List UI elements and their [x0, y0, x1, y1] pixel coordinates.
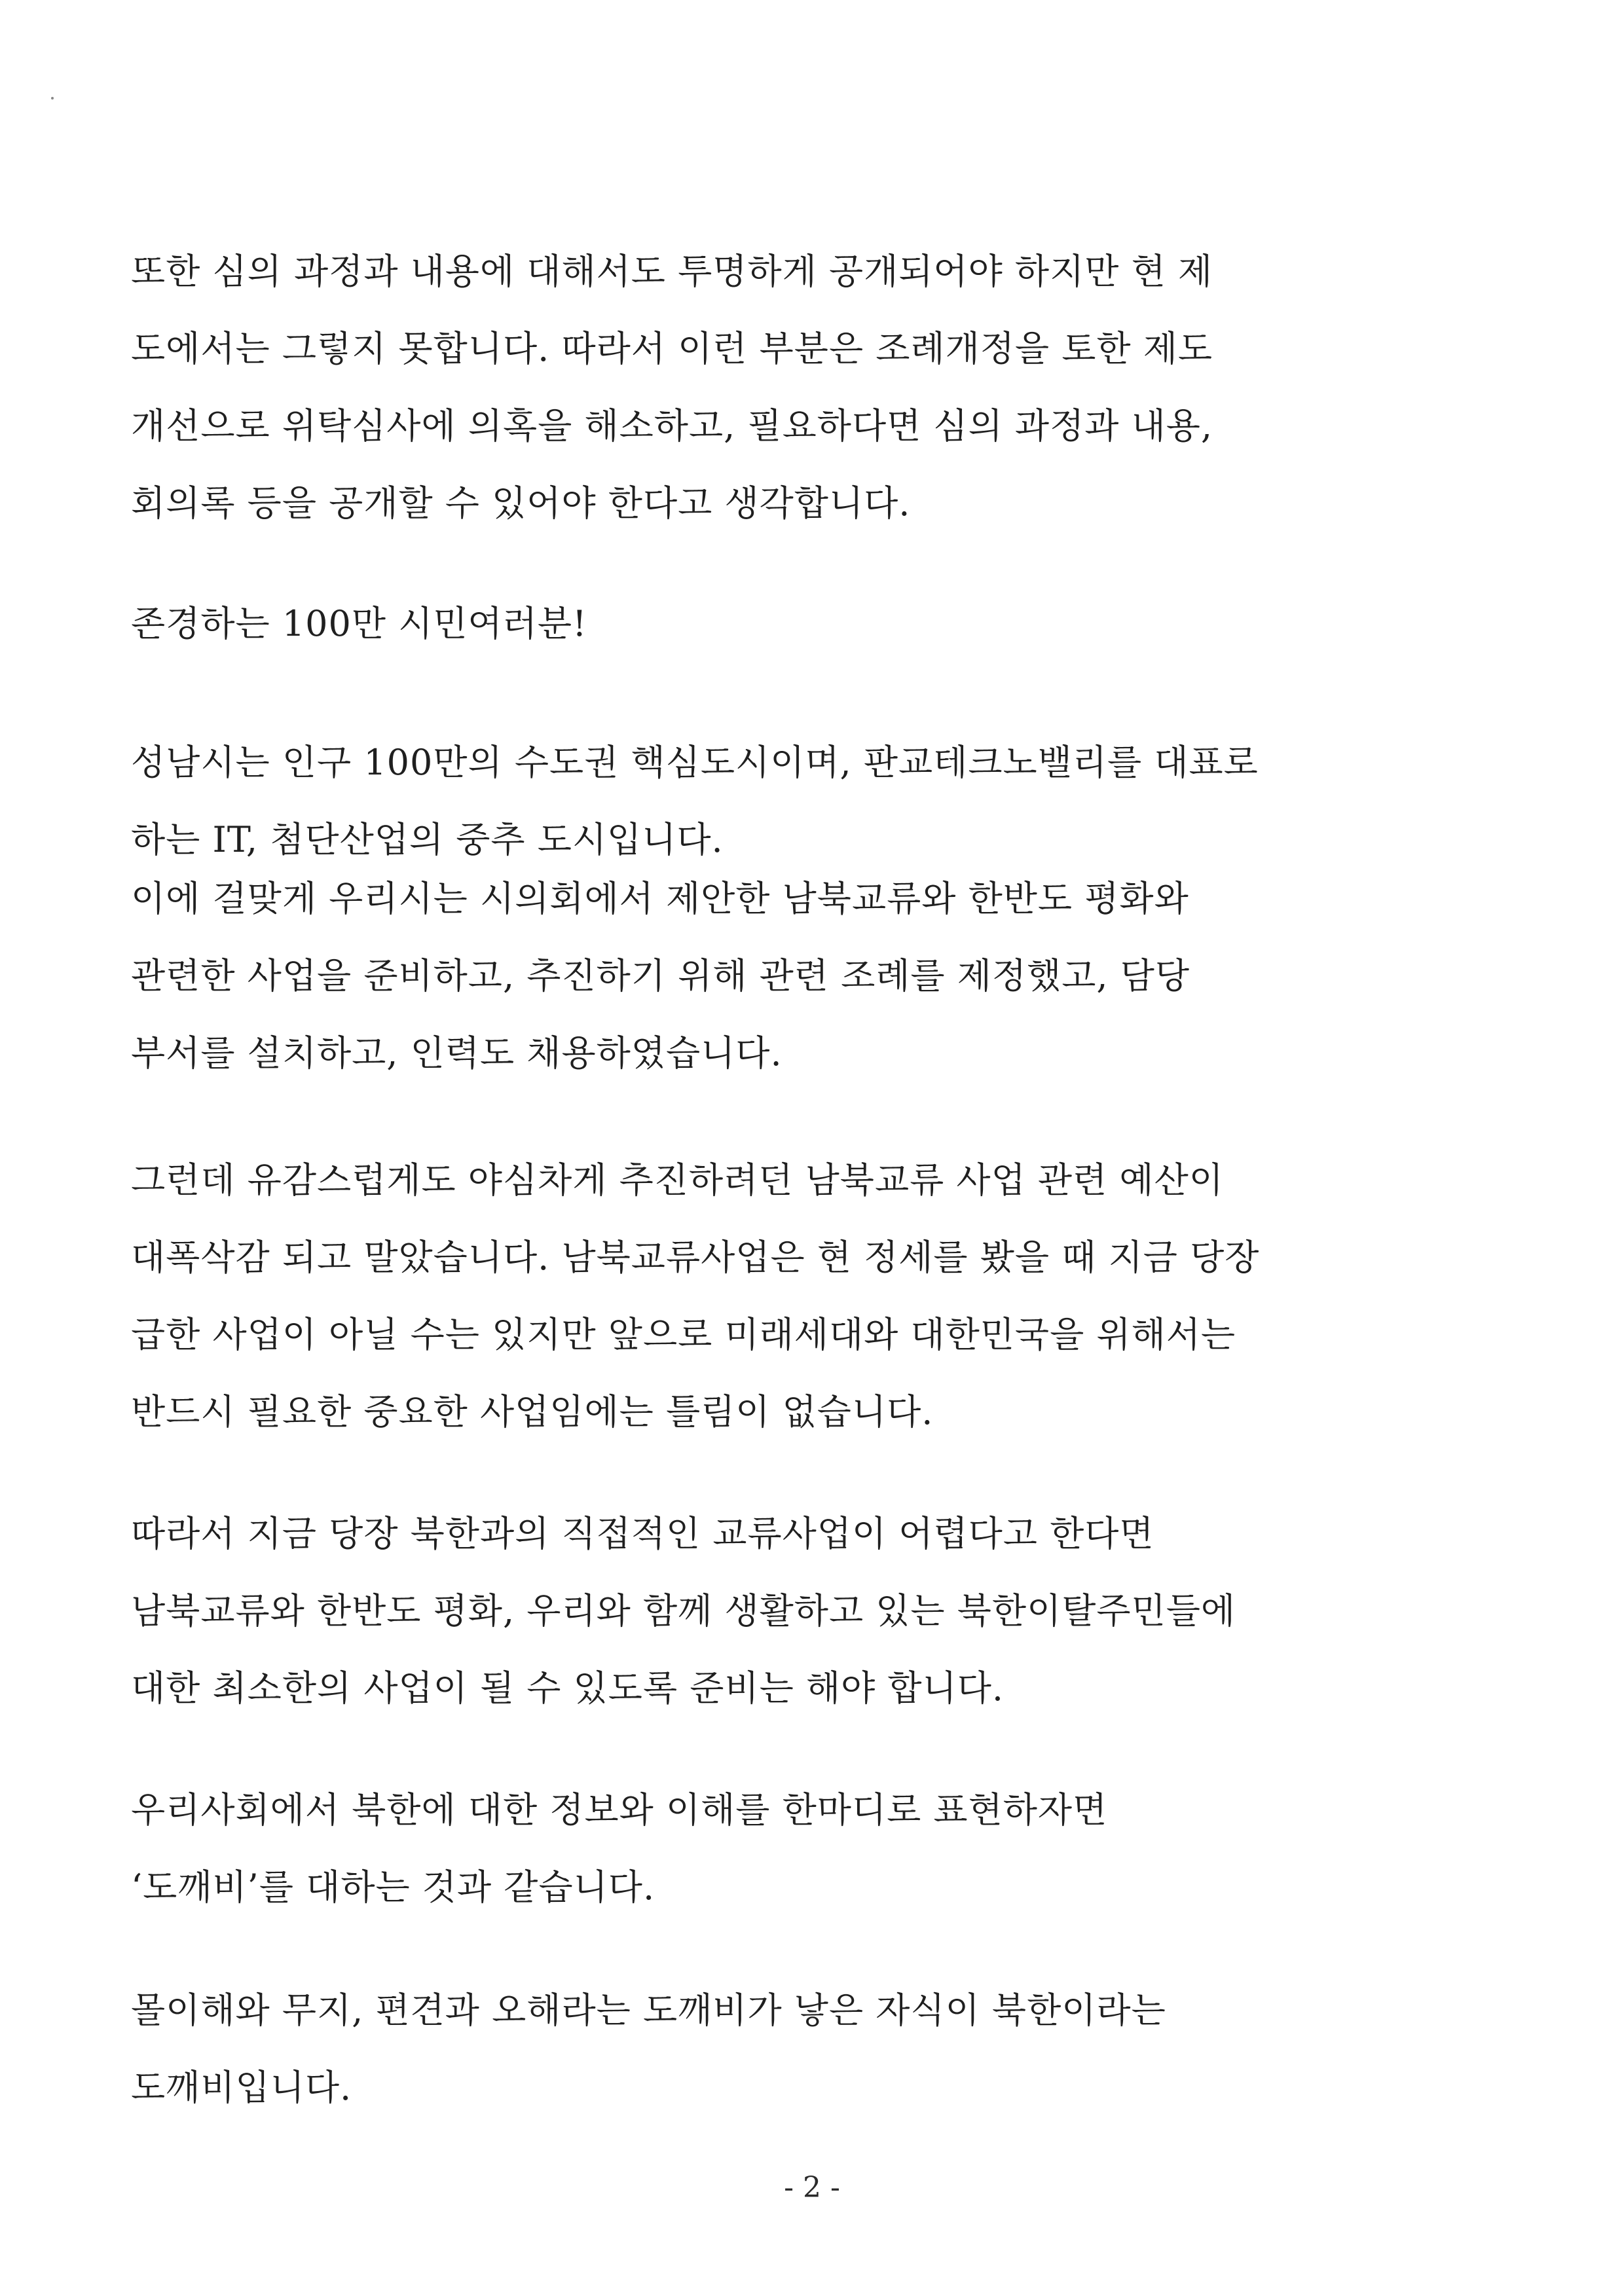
body-text-line: ‘도깨비’를 대하는 것과 같습니다.	[131, 1867, 655, 1908]
body-text-line: 대폭삭감 되고 말았습니다. 남북교류사업은 현 정세를 봤을 때 지금 당장	[131, 1237, 1260, 1278]
body-text-line: 또한 심의 과정과 내용에 대해서도 투명하게 공개되어야 하지만 현 제	[131, 251, 1213, 292]
body-text-line: 급한 사업이 아닐 수는 있지만 앞으로 미래세대와 대한민국을 위해서는	[131, 1314, 1236, 1355]
body-text-line: 개선으로 위탁심사에 의혹을 해소하고, 필요하다면 심의 과정과 내용,	[131, 405, 1213, 446]
body-text-line: 따라서 지금 당장 북한과의 직접적인 교류사업이 어렵다고 한다면	[131, 1513, 1154, 1554]
body-text-line: 대한 최소한의 사업이 될 수 있도록 준비는 해야 합니다.	[131, 1667, 1005, 1709]
body-text-line: 몰이해와 무지, 편견과 오해라는 도깨비가 낳은 자식이 북한이라는	[131, 1990, 1166, 2031]
body-text-line: 그런데 유감스럽게도 야심차게 추진하려던 남북교류 사업 관련 예산이	[131, 1159, 1224, 1201]
body-text-line: 성남시는 인구 100만의 수도권 핵심도시이며, 판교테크노밸리를 대표로	[131, 742, 1259, 783]
body-text-line: 반드시 필요한 중요한 사업임에는 틀림이 없습니다.	[131, 1391, 934, 1432]
body-text-line: 남북교류와 한반도 평화, 우리와 함께 생활하고 있는 북한이탈주민들에	[131, 1590, 1236, 1631]
scan-speck	[51, 97, 54, 100]
body-text-line: 이에 걸맞게 우리시는 시의회에서 제안한 남북교류와 한반도 평화와	[131, 878, 1189, 919]
body-text-line: 회의록 등을 공개할 수 있어야 한다고 생각합니다.	[131, 483, 911, 524]
body-text-line: 하는 IT, 첨단산업의 중추 도시입니다.	[131, 819, 724, 860]
body-text-line: 부서를 설치하고, 인력도 채용하였습니다.	[131, 1032, 783, 1074]
body-text-line: 도깨비입니다.	[131, 2067, 352, 2108]
greeting-line: 존경하는 100만 시민여러분!	[131, 603, 587, 644]
page-number: - 2 -	[784, 2171, 840, 2204]
body-text-line: 도에서는 그렇지 못합니다. 따라서 이런 부분은 조례개정을 토한 제도	[131, 328, 1213, 369]
body-text-line: 우리사회에서 북한에 대한 정보와 이해를 한마디로 표현하자면	[131, 1789, 1108, 1831]
body-text-line: 관련한 사업을 준비하고, 추진하기 위해 관련 조례를 제정했고, 담당	[131, 955, 1190, 996]
